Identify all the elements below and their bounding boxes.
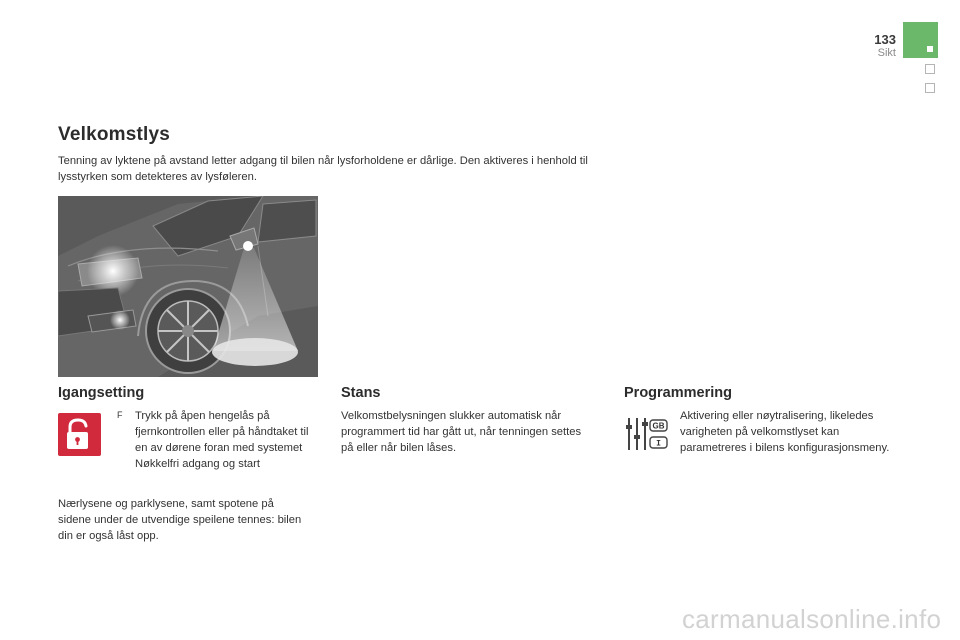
programmering-text: Aktivering eller nøytralisering, likeledes varigheten på velkomstlyset kan parametreres i bilens konfigurasjonsmeny. xyxy=(680,410,890,454)
heading-igangsetting: Igangsetting xyxy=(58,385,145,401)
chapter-box-2 xyxy=(925,83,935,93)
intro-paragraph: Tenning av lyktene på avstand letter adgang til bilen når lysforholdene er dårlige. Den aktiveres i henhold til lysstyrken som detekteres av lysføleren. xyxy=(58,155,588,183)
step-unlock xyxy=(117,408,322,472)
bullet-marker: F xyxy=(117,410,123,420)
section-name: Sikt xyxy=(877,47,896,59)
step-unlock-text: Trykk på åpen hengelås på fjernkontrollen eller på håndtaket til en av dørene foran med systemet Nøkkelfri adgang og start xyxy=(135,410,309,470)
settings-menu-icon xyxy=(624,415,670,453)
chapter-box-1 xyxy=(925,64,935,74)
watermark: carmanualsonline.info xyxy=(682,604,942,634)
icon-label-i: I xyxy=(656,439,661,449)
page-title: Velkomstlys xyxy=(58,124,171,145)
page-number: 133 xyxy=(874,32,896,47)
chapter-marker xyxy=(927,46,933,52)
igangsetting-note: Nærlysene og parklysene, samt spotene på sidene under de utvendige speilene tennes: bilen din er også låst opp. xyxy=(58,498,302,542)
heading-programmering: Programmering xyxy=(624,385,732,401)
unlock-icon xyxy=(58,413,101,456)
chapter-tab xyxy=(903,22,938,58)
car-illustration xyxy=(58,196,318,377)
icon-label-gb: GB xyxy=(652,421,665,431)
heading-stans: Stans xyxy=(341,385,381,401)
stans-text: Velkomstbelysningen slukker automatisk når programmert tid har gått ut, når tenningen settes på eller når bilen låses. xyxy=(341,410,582,454)
